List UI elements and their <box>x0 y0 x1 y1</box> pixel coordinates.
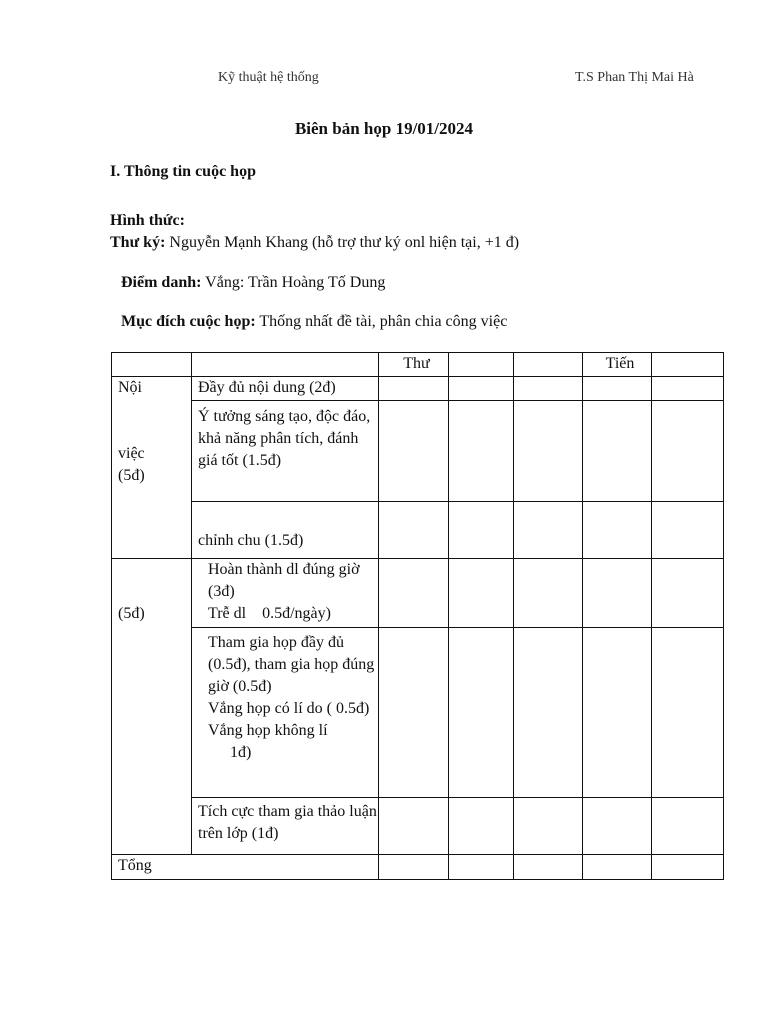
table-cell <box>583 628 652 798</box>
table-cell <box>379 502 449 559</box>
criterion-line: Trễ dl 0.5đ/ngày) <box>208 605 331 622</box>
purpose-value: Thống nhất đề tài, phân chia công việc <box>255 313 508 330</box>
table-cell <box>379 855 449 880</box>
criterion-cell <box>192 559 379 628</box>
table-cell <box>583 798 652 855</box>
table-cell <box>583 855 652 880</box>
criterion-cell: Ý tưởng sáng tạo, độc đáo, khả năng phân tích, đánh giá tốt (1.5đ) <box>192 401 379 502</box>
purpose-label: Mục đích cuộc họp: <box>121 313 256 330</box>
table-cell <box>449 628 514 798</box>
table-row <box>112 502 724 559</box>
table-cell <box>652 377 724 401</box>
criterion-cell: chỉnh chu (1.5đ) <box>192 502 379 559</box>
attendance-value: Vắng: Trần Hoàng Tố Dung <box>201 274 386 291</box>
criterion-line: Hoàn thành dl đúng giờ (3đ) <box>208 561 360 600</box>
table-header-row <box>112 353 724 377</box>
table-cell <box>449 401 514 502</box>
document-title: Biên bản họp 19/01/2024 <box>294 119 474 138</box>
header-cell-tien: Tiến <box>583 353 652 377</box>
purpose-line <box>121 313 507 331</box>
criterion-line: Tham gia họp đầy đủ (0.5đ), tham gia họp đúng giờ (0.5đ) <box>208 634 375 695</box>
table-cell <box>652 798 724 855</box>
criterion-line: 1đ) <box>230 744 252 761</box>
secretary-line <box>110 234 519 252</box>
table-cell <box>449 855 514 880</box>
table-cell <box>652 628 724 798</box>
form-line <box>110 212 185 230</box>
table-cell <box>514 798 583 855</box>
secretary-label: Thư ký: <box>110 234 166 251</box>
attendance-line <box>121 274 385 292</box>
table-cell <box>652 353 724 377</box>
table-cell <box>379 559 449 628</box>
criterion-line: Vắng họp không lí <box>208 722 328 739</box>
table-cell <box>514 401 583 502</box>
section-heading: I. Thông tin cuộc họp <box>110 163 256 180</box>
table-row <box>112 401 724 502</box>
score-table <box>111 352 724 880</box>
table-cell <box>652 502 724 559</box>
criterion-line: Vắng họp có lí do ( 0.5đ) <box>208 700 370 717</box>
table-cell <box>583 502 652 559</box>
table-cell <box>514 559 583 628</box>
table-row <box>112 628 724 798</box>
table-cell <box>379 628 449 798</box>
table-cell <box>514 628 583 798</box>
criterion-cell: Tích cực tham gia thảo luận trên lớp (1đ) <box>192 798 379 855</box>
group-cell-2 <box>112 559 192 855</box>
table-cell <box>379 401 449 502</box>
table-cell <box>449 798 514 855</box>
group-1-line: (5đ) <box>118 467 145 484</box>
table-cell <box>449 502 514 559</box>
header-subject: Kỹ thuật hệ thống <box>218 70 319 85</box>
group-1-line: việc <box>118 445 145 462</box>
total-row <box>112 855 724 880</box>
group-cell-1 <box>112 377 192 559</box>
total-label: Tổng <box>112 855 379 880</box>
table-cell <box>514 502 583 559</box>
table-cell <box>192 353 379 377</box>
table-cell <box>379 377 449 401</box>
table-cell <box>449 377 514 401</box>
table-cell <box>379 798 449 855</box>
header-teacher: T.S Phan Thị Mai Hà <box>575 70 694 85</box>
table-row <box>112 377 724 401</box>
table-cell <box>652 855 724 880</box>
group-2-label: (5đ) <box>118 605 145 622</box>
table-cell <box>514 377 583 401</box>
group-1-line: Nội <box>118 379 142 396</box>
header-cell-thu: Thư <box>379 353 449 377</box>
table-cell <box>449 353 514 377</box>
table-cell <box>583 377 652 401</box>
criterion-cell: Đầy đủ nội dung (2đ) <box>192 377 379 401</box>
secretary-value: Nguyễn Mạnh Khang (hỗ trợ thư ký onl hiện tại, +1 đ) <box>165 234 520 251</box>
table-cell <box>583 401 652 502</box>
criterion-cell <box>192 628 379 798</box>
table-cell <box>652 401 724 502</box>
table-row <box>112 798 724 855</box>
table-row <box>112 559 724 628</box>
table-cell <box>449 559 514 628</box>
table-cell <box>514 855 583 880</box>
table-cell <box>112 353 192 377</box>
attendance-label: Điểm danh: <box>121 274 202 291</box>
table-cell <box>652 559 724 628</box>
form-label: Hình thức: <box>110 212 185 229</box>
table-cell <box>514 353 583 377</box>
table-cell <box>583 559 652 628</box>
